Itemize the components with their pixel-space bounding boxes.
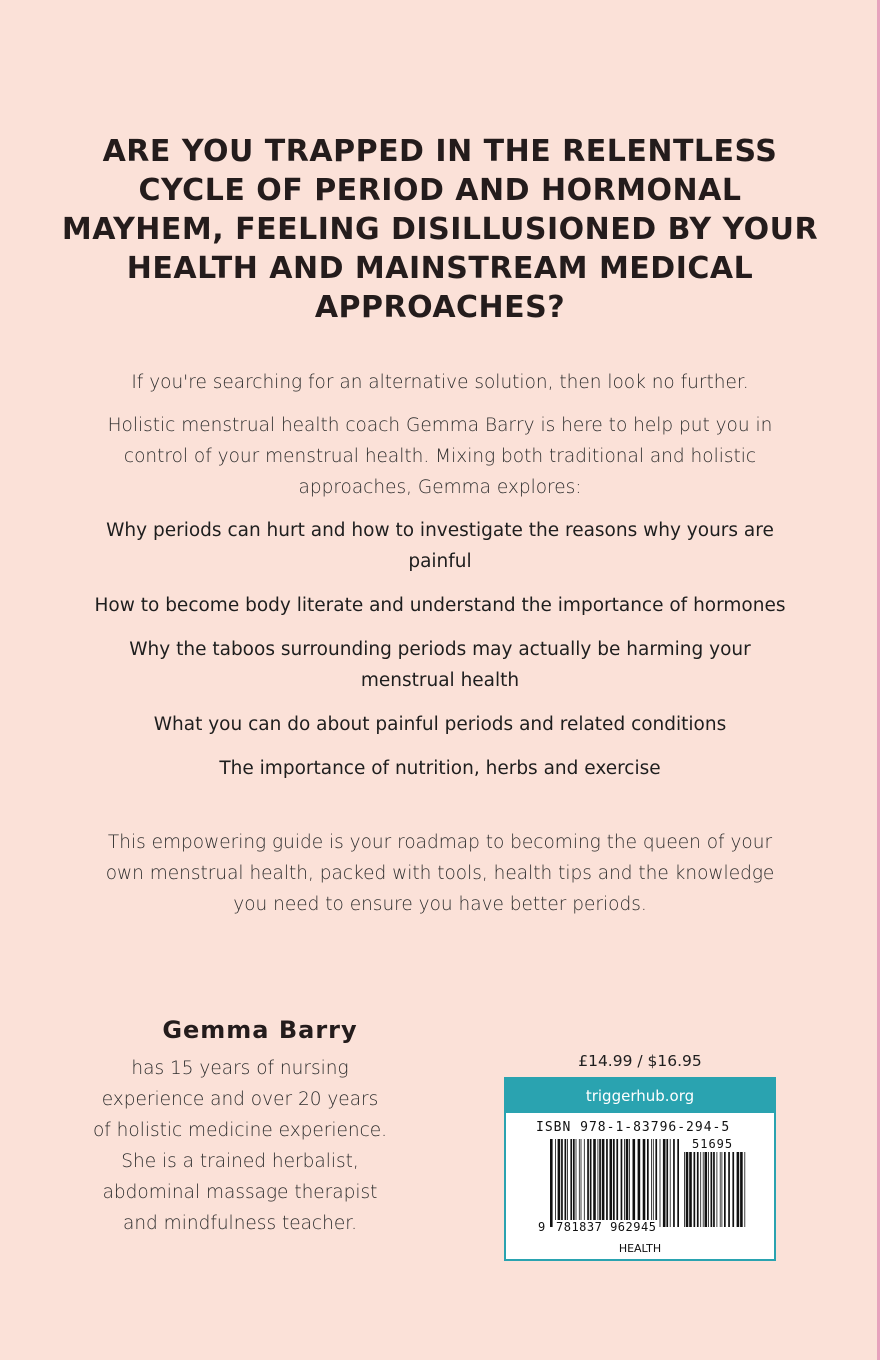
barcode-main-bars [550,1139,680,1227]
barcode-bar [713,1152,715,1227]
barcode-lead-digit: 9 [538,1220,546,1234]
barcode-bar [624,1139,625,1227]
barcode-bar [587,1139,589,1227]
barcode-bar [677,1139,679,1227]
barcode-bar [599,1139,601,1227]
barcode-addon-bars [684,1152,748,1227]
category-label: HEALTH [618,1242,662,1255]
barcode-bar [570,1139,572,1227]
barcode-bar [722,1152,723,1227]
barcode-bar [670,1139,671,1227]
barcode-bar [590,1139,592,1227]
barcode-bar [606,1139,608,1227]
barcode-bar [643,1139,646,1227]
barcode-bar [720,1152,721,1227]
barcode-bar [626,1139,629,1227]
barcode-bar [703,1152,704,1227]
barcode-bar [629,1139,630,1227]
barcode-bar [737,1152,740,1227]
barcode-bar [651,1139,652,1227]
barcode-bar [705,1152,708,1227]
headline: ARE YOU TRAPPED IN THE RELENTLESS CYCLE OF PERIOD AND HORMONAL MAYHEM, FEELING DISILLUSIONED BY YOUR HEALTH AND MAINSTREAM MEDICAL APPROACHES? [61,134,819,325]
author-bio: has 15 years of nursing experience and over 20 years of holistic medicine experience. She is a trained herbalist, abdominal massage therapist and mindfulness teacher. [92,1058,388,1234]
barcode-bar [633,1139,636,1227]
barcode-bar [579,1139,580,1227]
intro-paragraph: If you're searching for an alternative solution, then look no further. [131,372,749,393]
topic-item: What you can do about painful periods and related conditions [153,714,727,735]
isbn-text: ISBN 978-1-83796-294-5 [536,1120,731,1135]
barcode-bar [565,1139,567,1227]
barcode-bar [684,1152,685,1227]
barcode-bar [584,1139,585,1227]
topic-item: Why periods can hurt and how to investigate the reasons why yours are painful [106,520,774,572]
publisher-website: triggerhub.org [506,1079,774,1113]
topics-list [80,515,800,797]
barcode-bar [561,1139,563,1227]
barcode-bar [610,1139,613,1227]
barcode-bar [700,1152,701,1227]
barcode-bar [728,1152,730,1227]
price-label: £14.99 / $16.95 [578,1052,702,1070]
barcode-bar [558,1139,561,1227]
barcode-bar [689,1152,692,1227]
barcode-bar [598,1139,599,1227]
barcode-bar [655,1139,657,1227]
barcode-bar [666,1139,668,1227]
closing-paragraph: This empowering guide is your roadmap to becoming the queen of your own menstrual health, packed with tools, health tips and the knowledge you need to ensure you have better periods. [105,832,775,915]
barcode-bar [616,1139,618,1227]
barcode-bar [602,1139,605,1227]
barcode-bar [621,1139,623,1227]
barcode-bar [638,1139,641,1227]
barcode-bar [673,1139,675,1227]
barcode-bar [567,1139,568,1227]
barcode-bar [576,1139,577,1227]
barcode-bar [573,1139,575,1227]
barcode-bar [660,1139,661,1227]
barcode-bar [613,1139,615,1227]
barcode-bar [708,1152,709,1227]
barcode-bar [694,1152,696,1227]
barcode-digits: 781837 962945 [556,1220,657,1234]
barcode-panel [504,1077,776,1261]
barcode-bar [581,1139,582,1227]
barcode-bar [647,1139,649,1227]
barcode-bar [732,1152,734,1227]
addon-digits: 51695 [692,1137,734,1151]
barcode-bar [653,1139,654,1227]
author-name: Gemma Barry [162,1016,358,1044]
barcode-bar [711,1152,713,1227]
barcode-bar [697,1152,699,1227]
barcode-bar [663,1139,666,1227]
barcode-bar [744,1152,745,1227]
barcode-bar [740,1152,743,1227]
description-paragraph: Holistic menstrual health coach Gemma Barry is here to help put you in control of your menstrual health. Mixing both traditional and holistic approaches, Gemma explores: [107,415,773,498]
barcode-bar [593,1139,596,1227]
topic-item: Why the taboos surrounding periods may actually be harming your menstrual health [129,639,751,691]
barcode-bar [724,1152,726,1227]
topic-item: How to become body literate and understand the importance of hormones [94,595,786,616]
barcode-bar [550,1139,553,1227]
barcode-bar [555,1139,556,1227]
barcode-bar [686,1152,689,1227]
barcode-bar [717,1152,718,1227]
topic-item: The importance of nutrition, herbs and exercise [219,758,661,779]
